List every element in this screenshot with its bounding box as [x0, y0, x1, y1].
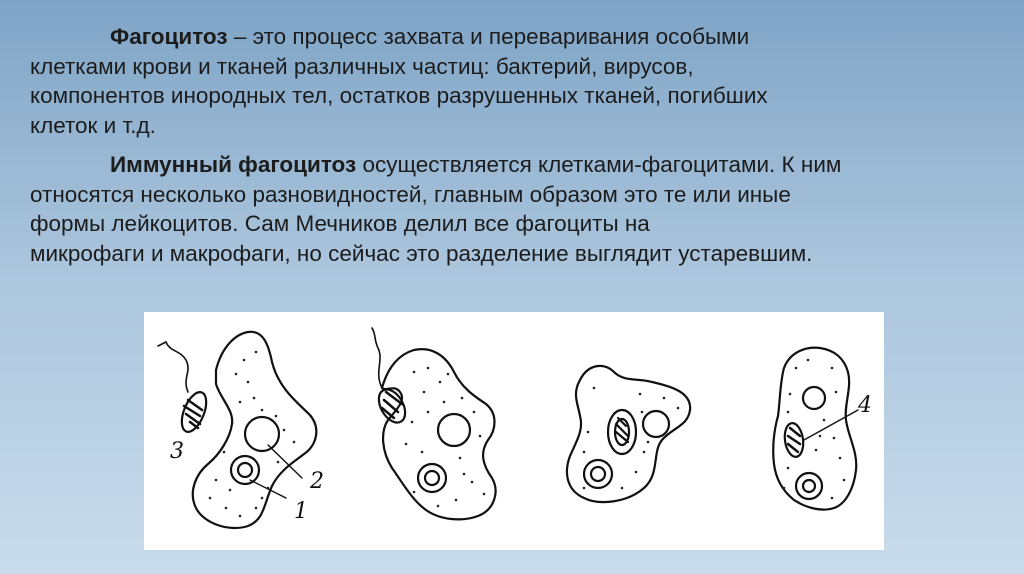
- cell-stage-2: [372, 328, 496, 519]
- definition-text-line2: клетками крови и тканей различных частиц: бактерий, вирусов,: [30, 53, 694, 79]
- definition-text-line4: клеток и т.д.: [30, 112, 156, 138]
- cytoplasm-granules: [209, 351, 846, 518]
- term-phagocytosis: Фагоцитоз: [110, 24, 228, 49]
- cell-stage-1: [158, 332, 316, 528]
- definition-text-line1: – это процесс захвата и переваривания особыми: [227, 24, 750, 49]
- immune-text-line1: осуществляется клетками-фагоцитами. К ним: [356, 152, 842, 177]
- cell-stage-3: [567, 366, 690, 502]
- figure-label-2: 2: [310, 469, 324, 494]
- immune-text-line4: микрофаги и макрофаги, но сейчас это разделение выглядит устаревшим.: [30, 240, 813, 266]
- paragraph-phagocytosis-definition: [30, 22, 1000, 140]
- figure-label-4: 4: [858, 393, 872, 418]
- phagocytosis-stages-drawing: [144, 312, 884, 550]
- phagocytosis-illustration: [144, 312, 884, 550]
- slide-text: [30, 22, 1000, 268]
- immune-text-line3: формы лейкоцитов. Сам Мечников делил все фагоциты на: [30, 211, 650, 236]
- figure-label-1: 1: [294, 499, 308, 524]
- paragraph-immune-phagocytosis: [30, 150, 1000, 268]
- bacterium: [158, 342, 211, 435]
- definition-text-line3: компонентов инородных тел, остатков разрушенных тканей, погибших: [30, 83, 768, 108]
- term-immune-phagocytosis: Иммунный фагоцитоз: [110, 152, 357, 177]
- immune-text-line2: относятся несколько разновидностей, главным образом это те или иные: [30, 181, 791, 207]
- figure-label-3: 3: [170, 439, 184, 464]
- cell-stage-4: [773, 348, 858, 510]
